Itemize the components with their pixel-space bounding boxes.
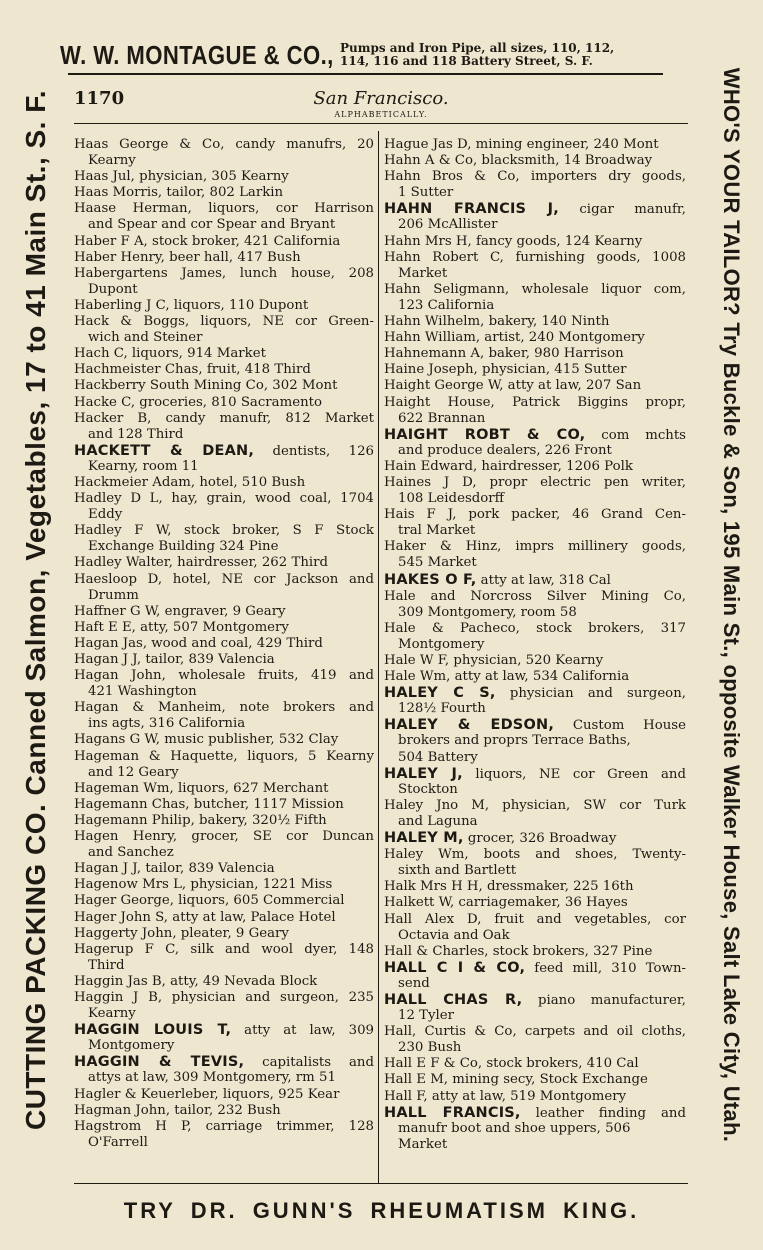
directory-entry [384, 250, 686, 282]
entry-line: Haft E E, atty, 507 Montgomery [74, 619, 289, 635]
directory-entry [384, 153, 686, 169]
entry-line: Kearny, room 11 [88, 458, 199, 474]
entry-line: Haberling J C, liquors, 110 Dupont [74, 297, 309, 313]
entry-line: Haesloop D, hotel, NE cor Jackson and [74, 571, 374, 587]
entry-line: Hagerup F C, silk and wool dyer, 148 [74, 941, 374, 957]
entry-name-bold: HAKES O F, [384, 571, 477, 588]
directory-entry [74, 990, 374, 1022]
directory-entry [384, 830, 686, 847]
entry-line: Hachmeister Chas, fruit, 418 Third [74, 362, 311, 378]
entry-line: and Sanchez [88, 845, 174, 861]
entry-line: and produce dealers, 226 Front [398, 442, 612, 458]
entry-line: Hach C, liquors, 914 Market [74, 346, 266, 362]
directory-entry [74, 572, 374, 604]
top-ad-line-1: Pumps and Iron Pipe, all sizes, 110, 112, [340, 41, 615, 55]
entry-line: Halk Mrs H H, dressmaker, 225 16th [384, 879, 634, 895]
entry-line: Hahn William, artist, 240 Montgomery [384, 330, 645, 346]
entry-line: HALL C I & CO, feed mill, 310 Town- [384, 959, 686, 976]
directory-entry [384, 685, 686, 717]
entry-line: HALEY C S, physician and surgeon, [384, 685, 686, 702]
entry-line: and 12 Geary [88, 764, 179, 780]
directory-entry [74, 169, 374, 185]
entry-line: Hagemann Philip, bakery, 320½ Fifth [74, 812, 327, 828]
entry-line: Hackmeier Adam, hotel, 510 Bush [74, 474, 306, 490]
entry-line: Hager John S, atty at law, Palace Hotel [74, 909, 336, 925]
entry-line: Habergartens James, lunch house, 208 [74, 265, 374, 281]
entry-line: Hall E F & Co, stock brokers, 410 Cal [384, 1056, 639, 1072]
entry-line: Hager George, liquors, 605 Commercial [74, 893, 345, 909]
directory-entry [74, 700, 374, 732]
entry-line: Dupont [88, 281, 138, 297]
entry-line: Hale & Pacheco, stock brokers, 317 [384, 620, 686, 636]
entry-line: Hahn Seligmann, wholesale liquor com, [384, 281, 686, 297]
entry-name-bold: HALL C I & CO, [384, 959, 526, 976]
entry-line: Market [398, 265, 448, 281]
directory-entry [384, 669, 686, 685]
entry-line: attys at law, 309 Montgomery, rm 51 [88, 1070, 336, 1086]
right-ad-text: WHO'S YOUR TAILOR? Try Buckle & Son, 195 Main St., opposite Walker House, Salt Lake City, Utah. [719, 67, 744, 1143]
entry-line: 12 Tyler [398, 1008, 455, 1024]
entry-line: Hagen Henry, grocer, SE cor Duncan [74, 829, 374, 845]
directory-entry [384, 1105, 686, 1153]
entry-line: HAIGHT ROBT & CO, com mchts [384, 426, 686, 443]
bottom-rule [74, 1183, 688, 1184]
directory-entry [74, 475, 374, 491]
left-side-advertisement [6, 89, 66, 1131]
directory-entry [74, 926, 374, 942]
entry-line: Hagenow Mrs L, physician, 1221 Miss [74, 877, 333, 893]
directory-entry [384, 427, 686, 459]
directory-entry [74, 1103, 374, 1119]
directory-entry [384, 572, 686, 589]
entry-line: Haggin Jas B, atty, 49 Nevada Block [74, 973, 318, 989]
entry-line: and Laguna [398, 813, 478, 829]
page-title: San Francisco. [313, 88, 449, 109]
entry-line: Haber Henry, beer hall, 417 Bush [74, 249, 301, 265]
directory-entry [384, 847, 686, 879]
entry-line: Hageman Wm, liquors, 627 Merchant [74, 780, 329, 796]
entry-line: 421 Washington [88, 684, 197, 700]
page-number: 1170 [74, 88, 125, 109]
directory-entry [384, 912, 686, 944]
entry-name-bold: HAGGIN & TEVIS, [74, 1054, 245, 1071]
directory-entry [74, 443, 374, 475]
page-header [74, 86, 688, 122]
page-subtitle: ALPHABETICALLY. [334, 110, 428, 119]
entry-name-bold: HAIGHT ROBT & CO, [384, 426, 586, 443]
directory-entry [384, 798, 686, 830]
directory-entry [384, 1089, 686, 1105]
directory-entry [74, 346, 374, 362]
directory-entry [74, 813, 374, 829]
directory-entry [384, 960, 686, 992]
entry-line: Haines J D, propr electric pen writer, [384, 474, 686, 490]
entry-line: sixth and Bartlett [398, 863, 517, 879]
entry-line: Drumm [88, 587, 139, 603]
entry-line: Hackberry South Mining Co, 302 Mont [74, 378, 338, 394]
entry-line: Hagler & Keuerleber, liquors, 925 Kear [74, 1086, 340, 1102]
directory-entry [74, 266, 374, 298]
directory-entry [384, 1056, 686, 1072]
entry-line: 1 Sutter [398, 185, 454, 201]
column-divider [378, 131, 379, 1183]
directory-entry [384, 378, 686, 394]
directory-entry [74, 523, 374, 555]
entry-line: tral Market [398, 523, 476, 539]
top-ad-details [340, 42, 614, 68]
entry-line: HAHN FRANCIS J, cigar manufr, [384, 201, 686, 218]
entry-line: Hagan J J, tailor, 839 Valencia [74, 652, 275, 667]
directory-entry [74, 636, 374, 652]
entry-line: HALEY & EDSON, Custom House [384, 717, 686, 734]
entry-line: Market [398, 1136, 448, 1152]
entry-name-bold: HAHN FRANCIS J, [384, 201, 559, 218]
directory-entry [74, 1022, 374, 1054]
directory-entry [74, 893, 374, 909]
entry-line: Exchange Building 324 Pine [88, 539, 279, 555]
directory-entry [74, 749, 374, 781]
entry-line: and Spear and cor Spear and Bryant [88, 217, 336, 233]
entry-line: 123 California [398, 297, 495, 313]
entry-line: HAGGIN LOUIS T, atty at law, 309 [74, 1022, 374, 1039]
directory-entry [74, 491, 374, 523]
directory-entry [74, 829, 374, 861]
entry-line: Haine Joseph, physician, 415 Sutter [384, 362, 627, 378]
entry-line: Hall E M, mining secy, Stock Exchange [384, 1072, 648, 1088]
entry-line: HAGGIN & TEVIS, capitalists and [74, 1054, 374, 1071]
entry-line: send [398, 975, 430, 991]
directory-entry [74, 732, 374, 748]
right-column [384, 137, 686, 1153]
entry-line: Hacke C, groceries, 810 Sacramento [74, 394, 322, 410]
entry-line: O'Farrell [88, 1134, 148, 1150]
entry-line: wich and Steiner [88, 330, 203, 346]
entry-line: Hagstrom H P, carriage trimmer, 128 [74, 1118, 374, 1134]
entry-line: Hahn Mrs H, fancy goods, 124 Kearny [384, 233, 643, 249]
directory-entry [74, 185, 374, 201]
entry-line: 545 Market [398, 555, 477, 571]
entry-line: Hall & Charles, stock brokers, 327 Pine [384, 943, 653, 959]
directory-entry [74, 781, 374, 797]
directory-entry [74, 555, 374, 571]
directory-entry [384, 539, 686, 571]
entry-line: Haas Morris, tailor, 802 Larkin [74, 185, 284, 201]
directory-entry [384, 992, 686, 1024]
directory-entry [384, 201, 686, 233]
directory-entry [74, 234, 374, 250]
directory-entry [384, 1024, 686, 1056]
entry-line: Kearny [88, 153, 136, 169]
entry-line: Hahnemann A, baker, 980 Harrison [384, 346, 624, 362]
entry-line: Haase Herman, liquors, cor Harrison [74, 201, 374, 217]
directory-entry [384, 653, 686, 669]
directory-entry [74, 362, 374, 378]
entry-line: Hain Edward, hairdresser, 1206 Polk [384, 458, 633, 474]
directory-entry [384, 621, 686, 653]
entry-line: Eddy [88, 507, 123, 523]
entry-line: Hahn Robert C, furnishing goods, 1008 [384, 249, 686, 265]
entry-line: 230 Bush [398, 1040, 462, 1056]
entry-line: Octavia and Oak [398, 927, 510, 943]
entry-line: HALL FRANCIS, leather finding and [384, 1104, 686, 1121]
entry-line: ins agts, 316 California [88, 716, 246, 732]
entry-line: and 128 Third [88, 426, 184, 442]
directory-entry [74, 877, 374, 893]
directory-entry [74, 201, 374, 233]
entry-line: 206 McAllister [398, 217, 498, 233]
entry-line: Hague Jas D, mining engineer, 240 Mont [384, 137, 659, 152]
left-column [74, 137, 374, 1151]
top-rule [68, 73, 663, 75]
entry-line: 309 Montgomery, room 58 [398, 604, 577, 620]
directory-entry [74, 378, 374, 394]
entry-line: Hahn Wilhelm, bakery, 140 Ninth [384, 314, 610, 330]
directory-entry [74, 974, 374, 990]
entry-line: HACKETT & DEAN, dentists, 126 [74, 442, 374, 459]
entry-line: Hagan John, wholesale fruits, 419 and [74, 668, 374, 684]
directory-entry [74, 861, 374, 877]
entry-line: Hahn Bros & Co, importers dry goods, [384, 169, 686, 185]
entry-line: Montgomery [398, 636, 485, 652]
directory-entry [384, 717, 686, 765]
directory-entry [384, 362, 686, 378]
top-ad-line-2: 114, 116 and 118 Battery Street, S. F. [340, 54, 593, 68]
entry-line: Haas Jul, physician, 305 Kearny [74, 169, 289, 185]
entry-line: Haker & Hinz, imprs millinery goods, [384, 539, 686, 555]
entry-name-bold: HACKETT & DEAN, [74, 442, 255, 459]
directory-entry [74, 668, 374, 700]
directory-entry [384, 169, 686, 201]
directory-entry [384, 895, 686, 911]
directory-entry [384, 589, 686, 621]
entry-line: Hahn A & Co, blacksmith, 14 Broadway [384, 153, 653, 169]
entry-name-bold: HAGGIN LOUIS T, [74, 1022, 232, 1039]
entry-line: Montgomery [88, 1038, 175, 1054]
directory-entry [384, 507, 686, 539]
directory-entry [384, 234, 686, 250]
directory-entry [74, 250, 374, 266]
directory-entry [74, 137, 374, 169]
entry-name-bold: HALL CHAS R, [384, 991, 523, 1008]
entry-line: Hall F, atty at law, 519 Montgomery [384, 1088, 627, 1104]
directory-entry [74, 411, 374, 443]
header-rule [74, 123, 688, 124]
entry-line: Haffner G W, engraver, 9 Geary [74, 603, 286, 619]
entry-line: Haber F A, stock broker, 421 California [74, 233, 341, 249]
entry-line: Hagan & Manheim, note brokers and [74, 700, 374, 716]
entry-line: Hagemann Chas, butcher, 1117 Mission [74, 796, 344, 812]
entry-name-bold: HALEY J, [384, 765, 463, 782]
entry-line: Haggin J B, physician and surgeon, 235 [74, 989, 374, 1005]
entry-line: Hale Wm, atty at law, 534 California [384, 669, 630, 685]
entry-line: Halkett W, carriagemaker, 36 Hayes [384, 895, 628, 911]
top-ad-firm: W. W. MONTAGUE & CO., [60, 40, 334, 70]
directory-entry [74, 620, 374, 636]
directory-entry [74, 910, 374, 926]
directory-entry [384, 314, 686, 330]
entry-line: Hack & Boggs, liquors, NE cor Green- [74, 314, 374, 330]
directory-entry [74, 298, 374, 314]
entry-line: Hale W F, physician, 520 Kearny [384, 653, 604, 668]
entry-line: Third [88, 957, 125, 973]
directory-entry [384, 137, 686, 153]
directory-entry [384, 395, 686, 427]
entry-line: HALL CHAS R, piano manufacturer, [384, 991, 686, 1008]
entry-line: 128½ Fourth [398, 701, 486, 717]
directory-entry [384, 346, 686, 362]
entry-line: Haight George W, atty at law, 207 San [384, 378, 642, 394]
entry-line: 108 Leidesdorff [398, 491, 505, 507]
entry-line: Hall Alex D, fruit and vegetables, cor [384, 911, 686, 927]
directory-entry [384, 475, 686, 507]
directory-entry [74, 652, 374, 668]
entry-line: Haley Wm, boots and shoes, Twenty- [384, 847, 686, 863]
entry-line: Hais F J, pork packer, 46 Grand Cen- [384, 507, 686, 523]
directory-entry [384, 766, 686, 798]
directory-entry [384, 459, 686, 475]
entry-line: Hale and Norcross Silver Mining Co, [384, 588, 686, 604]
directory-entry [384, 282, 686, 314]
directory-entry [74, 604, 374, 620]
entry-line: Hagan J J, tailor, 839 Valencia [74, 861, 275, 877]
entry-line: Hadley D L, hay, grain, wood coal, 1704 [74, 491, 374, 507]
entry-line: Haight House, Patrick Biggins propr, [384, 394, 686, 410]
entry-line: 504 Battery [398, 749, 478, 765]
directory-entry [74, 1054, 374, 1086]
entry-line: brokers and proprs Terrace Baths, [398, 733, 631, 749]
entry-name-bold: HALEY & EDSON, [384, 717, 555, 734]
entry-line: Haas George & Co, candy manufrs, 20 [74, 137, 374, 152]
entry-line: manufr boot and shoe uppers, 506 [398, 1120, 631, 1136]
bottom-advertisement: TRY DR. GUNN'S RHEUMATISM KING. [123, 1198, 640, 1223]
directory-entry [384, 944, 686, 960]
directory-entry [384, 879, 686, 895]
directory-entry [384, 1072, 686, 1088]
entry-line: Hall, Curtis & Co, carpets and oil cloths, [384, 1024, 686, 1040]
directory-entry [74, 797, 374, 813]
directory-entry [74, 395, 374, 411]
entry-line: Stockton [398, 781, 458, 797]
entry-line: Hadley F W, stock broker, S F Stock [74, 523, 374, 539]
top-advertisement [60, 40, 700, 70]
entry-line: Hacker B, candy manufr, 812 Market [74, 410, 374, 426]
directory-entry [74, 1087, 374, 1103]
entry-name-bold: HALEY M, [384, 830, 464, 847]
directory-entry [74, 942, 374, 974]
entry-name-bold: HALL FRANCIS, [384, 1104, 521, 1121]
directory-entry [74, 1119, 374, 1151]
entry-line: HAKES O F, atty at law, 318 Cal [384, 571, 611, 588]
entry-line: HALEY J, liquors, NE cor Green and [384, 765, 686, 782]
entry-line: HALEY M, grocer, 326 Broadway [384, 830, 617, 847]
right-side-advertisement [701, 67, 761, 1143]
entry-line: Hagman John, tailor, 232 Bush [74, 1102, 281, 1118]
directory-entry [384, 330, 686, 346]
entry-line: Hageman & Haquette, liquors, 5 Kearny [74, 748, 374, 764]
entry-line: Hagan Jas, wood and coal, 429 Third [74, 635, 323, 651]
entry-line: Hagans G W, music publisher, 532 Clay [74, 732, 339, 748]
entry-line: Hadley Walter, hairdresser, 262 Third [74, 555, 329, 571]
entry-line: 622 Brannan [398, 410, 486, 426]
left-ad-text: CUTTING PACKING CO. Canned Salmon, Vegetables, 17 to 41 Main St., S. F. [20, 89, 51, 1131]
entry-line: Haggerty John, pleater, 9 Geary [74, 925, 289, 941]
entry-line: Haley Jno M, physician, SW cor Turk [384, 797, 686, 813]
entry-name-bold: HALEY C S, [384, 685, 496, 702]
directory-entry [74, 314, 374, 346]
entry-line: Kearny [88, 1006, 136, 1022]
